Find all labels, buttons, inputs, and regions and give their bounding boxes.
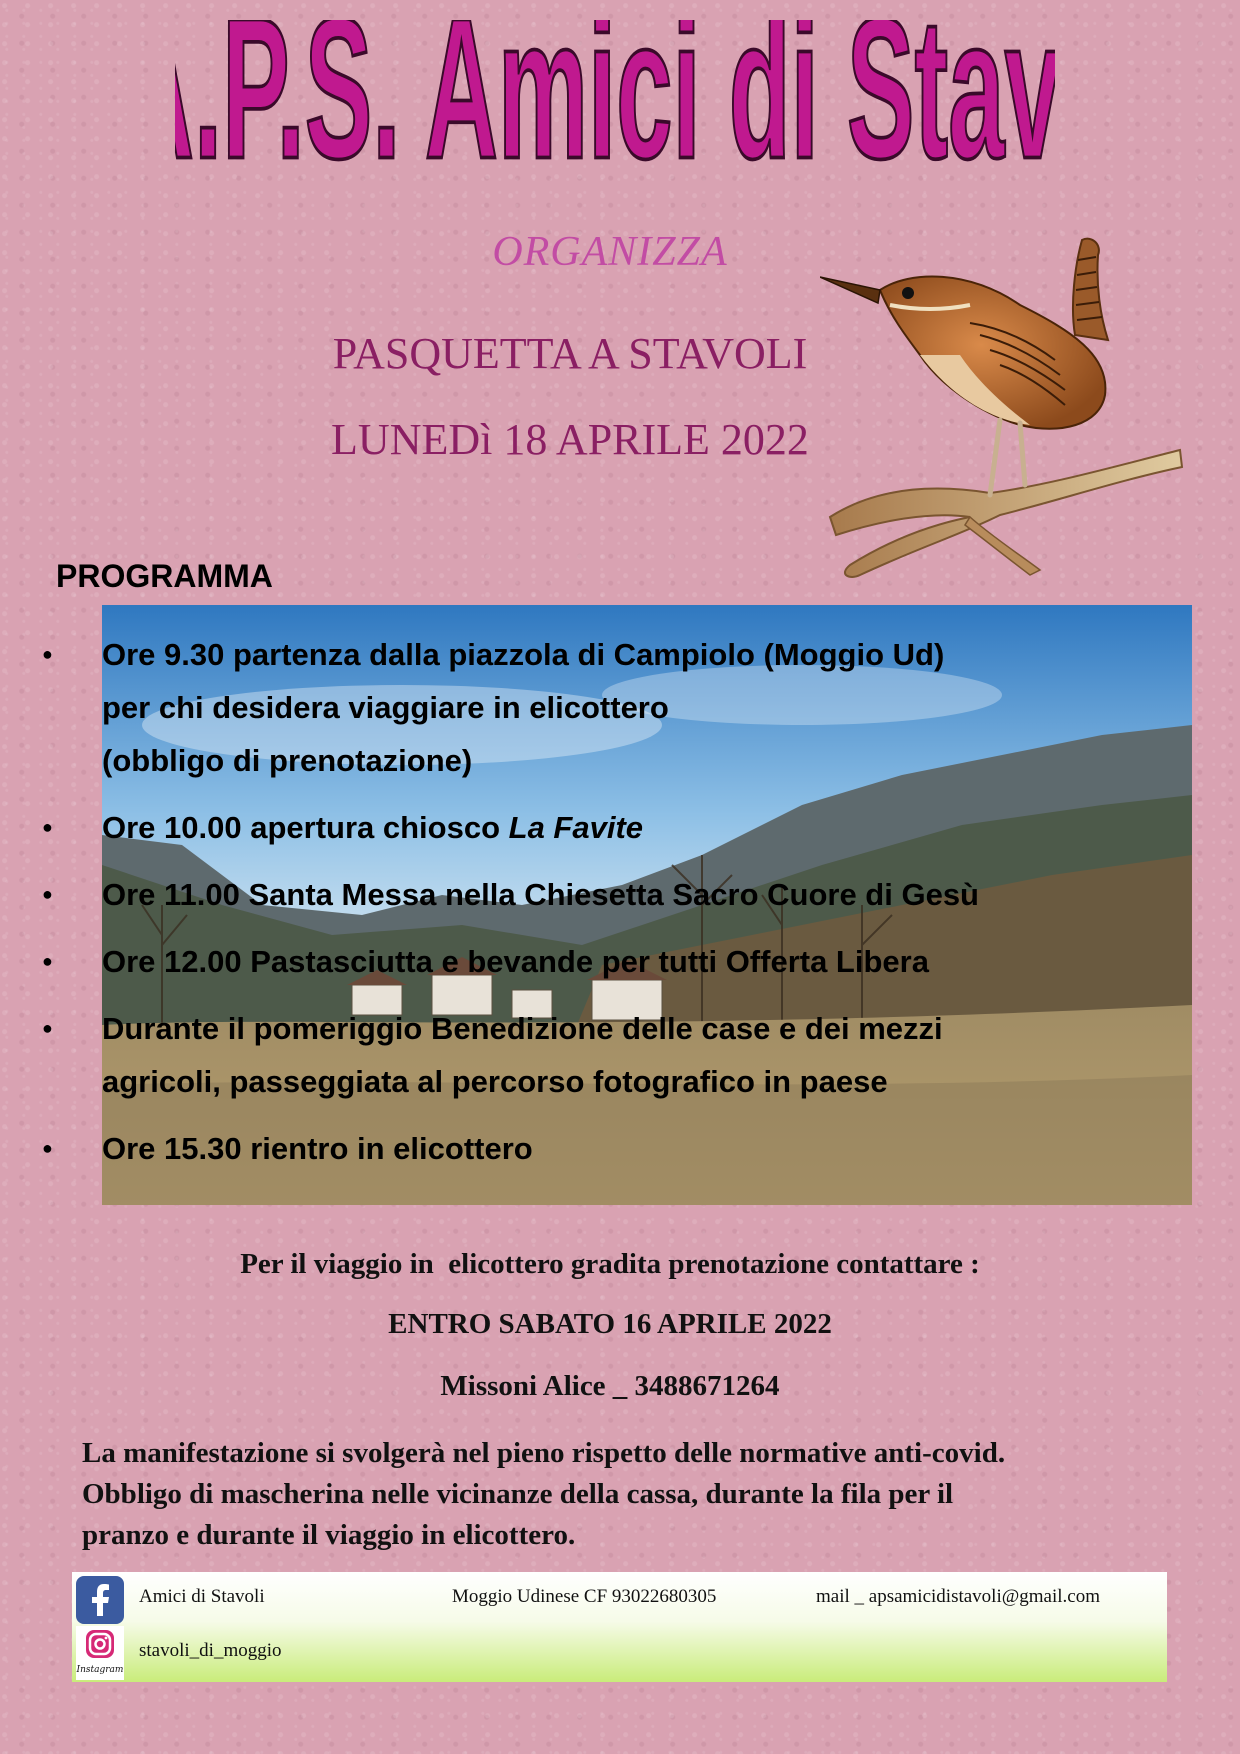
- event-title: PASQUETTA A STAVOLI: [332, 329, 808, 378]
- list-item: [30, 628, 1210, 787]
- program-line: agricoli, passeggiata al percorso fotografico in paese: [102, 1064, 888, 1099]
- bullet-icon: ●: [42, 884, 53, 904]
- notice-line: pranzo e durante il viaggio in elicottero.: [82, 1519, 576, 1551]
- footer-bar: [72, 1572, 1167, 1682]
- list-item: [30, 1122, 1210, 1175]
- event-date: LUNEDì 18 APRILE 2022: [331, 415, 809, 464]
- mail-address[interactable]: mail _ apsamicidistavoli@gmail.com: [816, 1586, 1100, 1607]
- list-item: [30, 868, 1210, 921]
- location-cf: Moggio Udinese CF 93022680305: [452, 1586, 717, 1607]
- programma-heading: PROGRAMMA: [56, 558, 273, 594]
- program-text: Ore 10.00 apertura chiosco: [102, 810, 509, 845]
- bullet-icon: ●: [42, 817, 53, 837]
- instagram-icon[interactable]: [76, 1626, 124, 1680]
- organizza-label: ORGANIZZA: [492, 229, 728, 275]
- bullet-icon: ●: [42, 644, 53, 664]
- list-item: [30, 935, 1210, 988]
- covid-notice: [82, 1433, 1192, 1556]
- program-text: Ore 12.00 Pastasciutta e bevande per tutti Offerta Libera: [102, 944, 929, 979]
- wren-bird-image: [820, 235, 1210, 595]
- notice-line: La manifestazione si svolgerà nel pieno rispetto delle normative anti-covid.: [82, 1437, 1006, 1469]
- bullet-icon: ●: [42, 951, 53, 971]
- booking-deadline: ENTRO SABATO 16 APRILE 2022: [388, 1308, 832, 1340]
- bullet-icon: ●: [42, 1138, 53, 1158]
- booking-info: Per il viaggio in elicottero gradita prenotazione contattare :: [240, 1248, 980, 1280]
- list-item: [30, 1002, 1210, 1108]
- booking-contact: Missoni Alice _ 3488671264: [440, 1370, 780, 1402]
- instagram-logo-text: Instagram: [76, 1665, 124, 1675]
- program-line: (obbligo di prenotazione): [102, 743, 473, 778]
- main-title-text: .P.S. Amici di Sta: [193, 20, 1005, 201]
- program-text-italic: La Favite: [508, 810, 644, 845]
- program-text: Ore 15.30 rientro in elicottero: [102, 1131, 533, 1166]
- notice-line: Obbligo di mascherina nelle vicinanze della cassa, durante la fila per il: [82, 1478, 954, 1510]
- program-line: Ore 9.30 partenza dalla piazzola di Campiolo (Moggio Ud): [102, 637, 945, 672]
- list-item: [30, 801, 1210, 854]
- program-list: [30, 628, 1210, 1175]
- facebook-name[interactable]: Amici di Stavoli: [139, 1586, 265, 1607]
- facebook-icon[interactable]: [76, 1576, 124, 1624]
- program-text: Ore 11.00 Santa Messa nella Chiesetta Sacro Cuore di Gesù: [102, 877, 979, 912]
- program-line: Durante il pomeriggio Benedizione delle case e dei mezzi: [102, 1011, 943, 1046]
- bullet-icon: ●: [42, 1018, 53, 1038]
- instagram-name[interactable]: stavoli_di_moggio: [139, 1640, 282, 1661]
- program-line: per chi desidera viaggiare in elicottero: [102, 690, 669, 725]
